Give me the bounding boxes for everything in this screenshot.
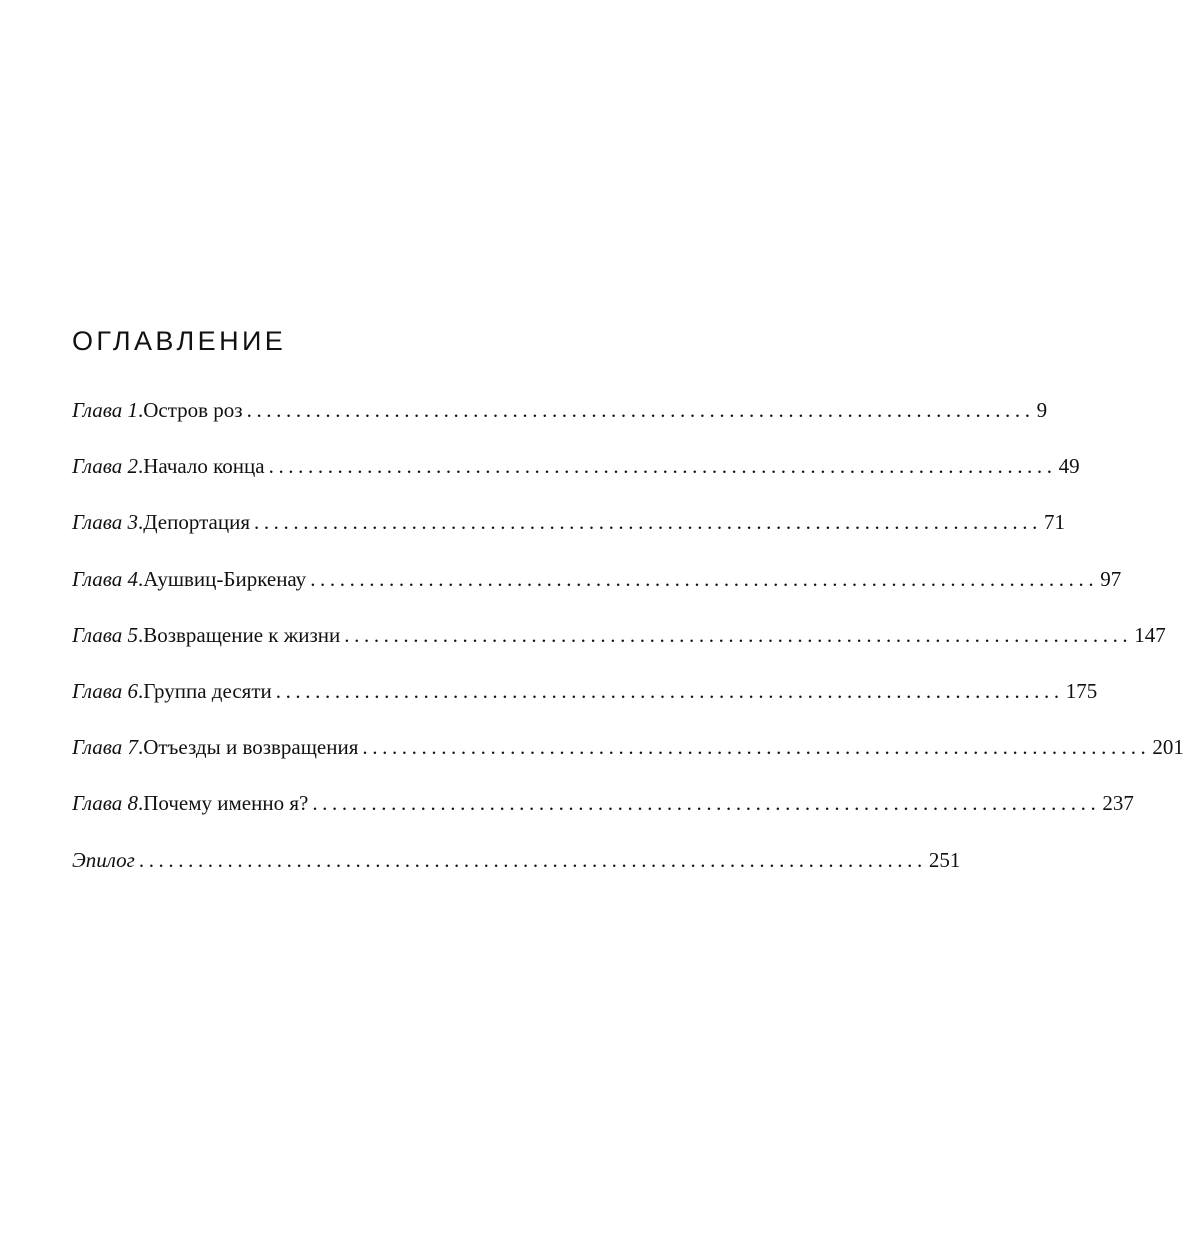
label-separator: . (137, 510, 144, 535)
dot-leader: ................................................................................ (246, 398, 1035, 422)
page-number: 71 (1043, 510, 1065, 535)
dot-leader: ................................................................................ (312, 791, 1101, 816)
dot-leader: ................................................................................ (253, 510, 1042, 535)
page-number: 49 (1058, 454, 1080, 479)
chapter-label: Глава 7 (72, 735, 138, 760)
chapter-title: Группа десяти (143, 678, 272, 703)
chapter-label: Глава 3 (72, 510, 138, 535)
page-number: 175 (1065, 678, 1098, 703)
chapter-label: Глава 2 (72, 454, 138, 479)
chapter-label: Глава 5 (72, 622, 138, 647)
label-separator: . (137, 566, 144, 591)
page-number: 251 (928, 847, 961, 872)
chapter-title: Начало конца (143, 454, 265, 479)
dot-leader: ................................................................................ (344, 622, 1133, 647)
toc-entry[interactable] (72, 561, 1122, 617)
chapter-label: Глава 1 (72, 398, 138, 422)
page-number: 97 (1100, 566, 1122, 591)
chapter-title: Депортация (143, 510, 250, 535)
toc-heading: ОГЛАВЛЕНИЕ (72, 326, 287, 356)
toc-entry[interactable] (72, 842, 961, 898)
dot-leader: ................................................................................ (138, 847, 927, 872)
label-separator: . (137, 398, 144, 422)
chapter-title: Остров роз (143, 398, 243, 422)
page-number: 201 (1152, 735, 1184, 760)
page-number: 237 (1102, 791, 1134, 816)
toc-entry[interactable] (72, 504, 1065, 560)
label-separator: . (137, 622, 144, 647)
chapter-title: Почему именно я? (143, 791, 309, 816)
label-separator: . (137, 735, 144, 760)
toc-entry[interactable] (72, 673, 1098, 729)
chapter-label: Глава 4 (72, 566, 138, 591)
page-number: 9 (1036, 398, 1048, 422)
dot-leader: ................................................................................ (310, 566, 1099, 591)
page-number: 147 (1134, 622, 1166, 647)
label-separator: . (137, 678, 144, 703)
chapter-label: Глава 8 (72, 791, 138, 816)
toc-entry[interactable] (72, 785, 1134, 841)
chapter-title: Отъезды и возвращения (143, 735, 359, 760)
dot-leader: ................................................................................ (268, 454, 1057, 479)
label-separator: . (137, 791, 144, 816)
dot-leader: ................................................................................ (275, 678, 1064, 703)
toc-list (72, 392, 1184, 898)
toc-entry[interactable] (72, 617, 1166, 673)
toc-entry[interactable] (72, 448, 1080, 504)
toc-entry[interactable] (72, 729, 1184, 785)
chapter-label: Глава 6 (72, 678, 138, 703)
chapter-title: Аушвиц-Биркенау (143, 566, 307, 591)
chapter-title: Возвращение к жизни (143, 622, 341, 647)
toc-entry[interactable] (72, 392, 1048, 448)
epilogue-label: Эпилог (72, 847, 135, 872)
label-separator: . (137, 454, 144, 479)
dot-leader: ................................................................................ (362, 735, 1151, 760)
